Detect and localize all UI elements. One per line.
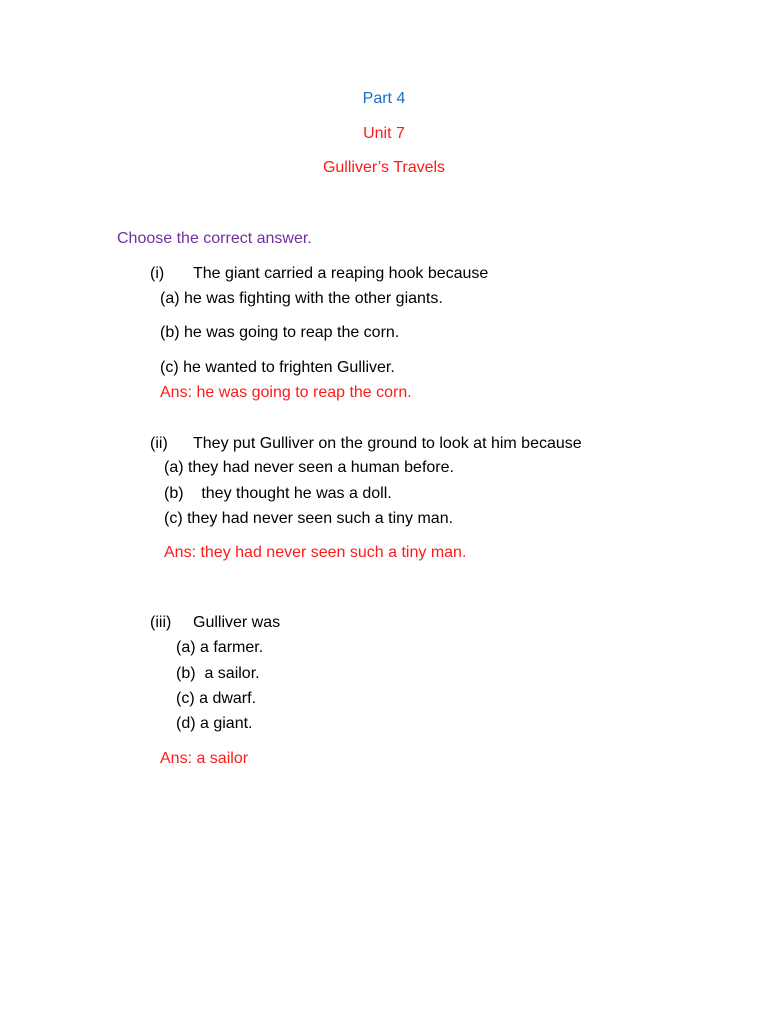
answer-option: (c) he wanted to frighten Gulliver. xyxy=(160,359,395,376)
answer-option: (b) they thought he was a doll. xyxy=(164,485,392,502)
question-text: Gulliver was xyxy=(193,614,281,631)
answer-option: (a) a farmer. xyxy=(176,639,264,656)
instruction-text: Choose the correct answer. xyxy=(117,230,312,247)
question-number: (ii) xyxy=(150,435,168,452)
answer-option: (c) a dwarf. xyxy=(176,690,257,707)
answer-option: (c) they had never seen such a tiny man. xyxy=(164,510,454,527)
answer-option: (a) he was fighting with the other giants. xyxy=(160,290,443,307)
question-text: They put Gulliver on the ground to look at him because xyxy=(193,435,582,452)
unit-heading: Unit 7 xyxy=(363,125,405,142)
document-title: Gulliver’s Travels xyxy=(322,159,446,176)
correct-answer: Ans: they had never seen such a tiny man. xyxy=(164,544,467,561)
answer-option: (b) he was going to reap the corn. xyxy=(160,324,400,341)
correct-answer: Ans: he was going to reap the corn. xyxy=(160,384,412,401)
question-text: The giant carried a reaping hook because xyxy=(193,265,489,282)
answer-option: (d) a giant. xyxy=(176,715,253,732)
answer-option: (a) they had never seen a human before. xyxy=(164,459,454,476)
part-heading: Part 4 xyxy=(362,90,406,107)
correct-answer: Ans: a sailor xyxy=(160,750,249,767)
question-number: (i) xyxy=(150,265,165,282)
question-number: (iii) xyxy=(150,614,172,631)
answer-option: (b) a sailor. xyxy=(176,665,260,682)
